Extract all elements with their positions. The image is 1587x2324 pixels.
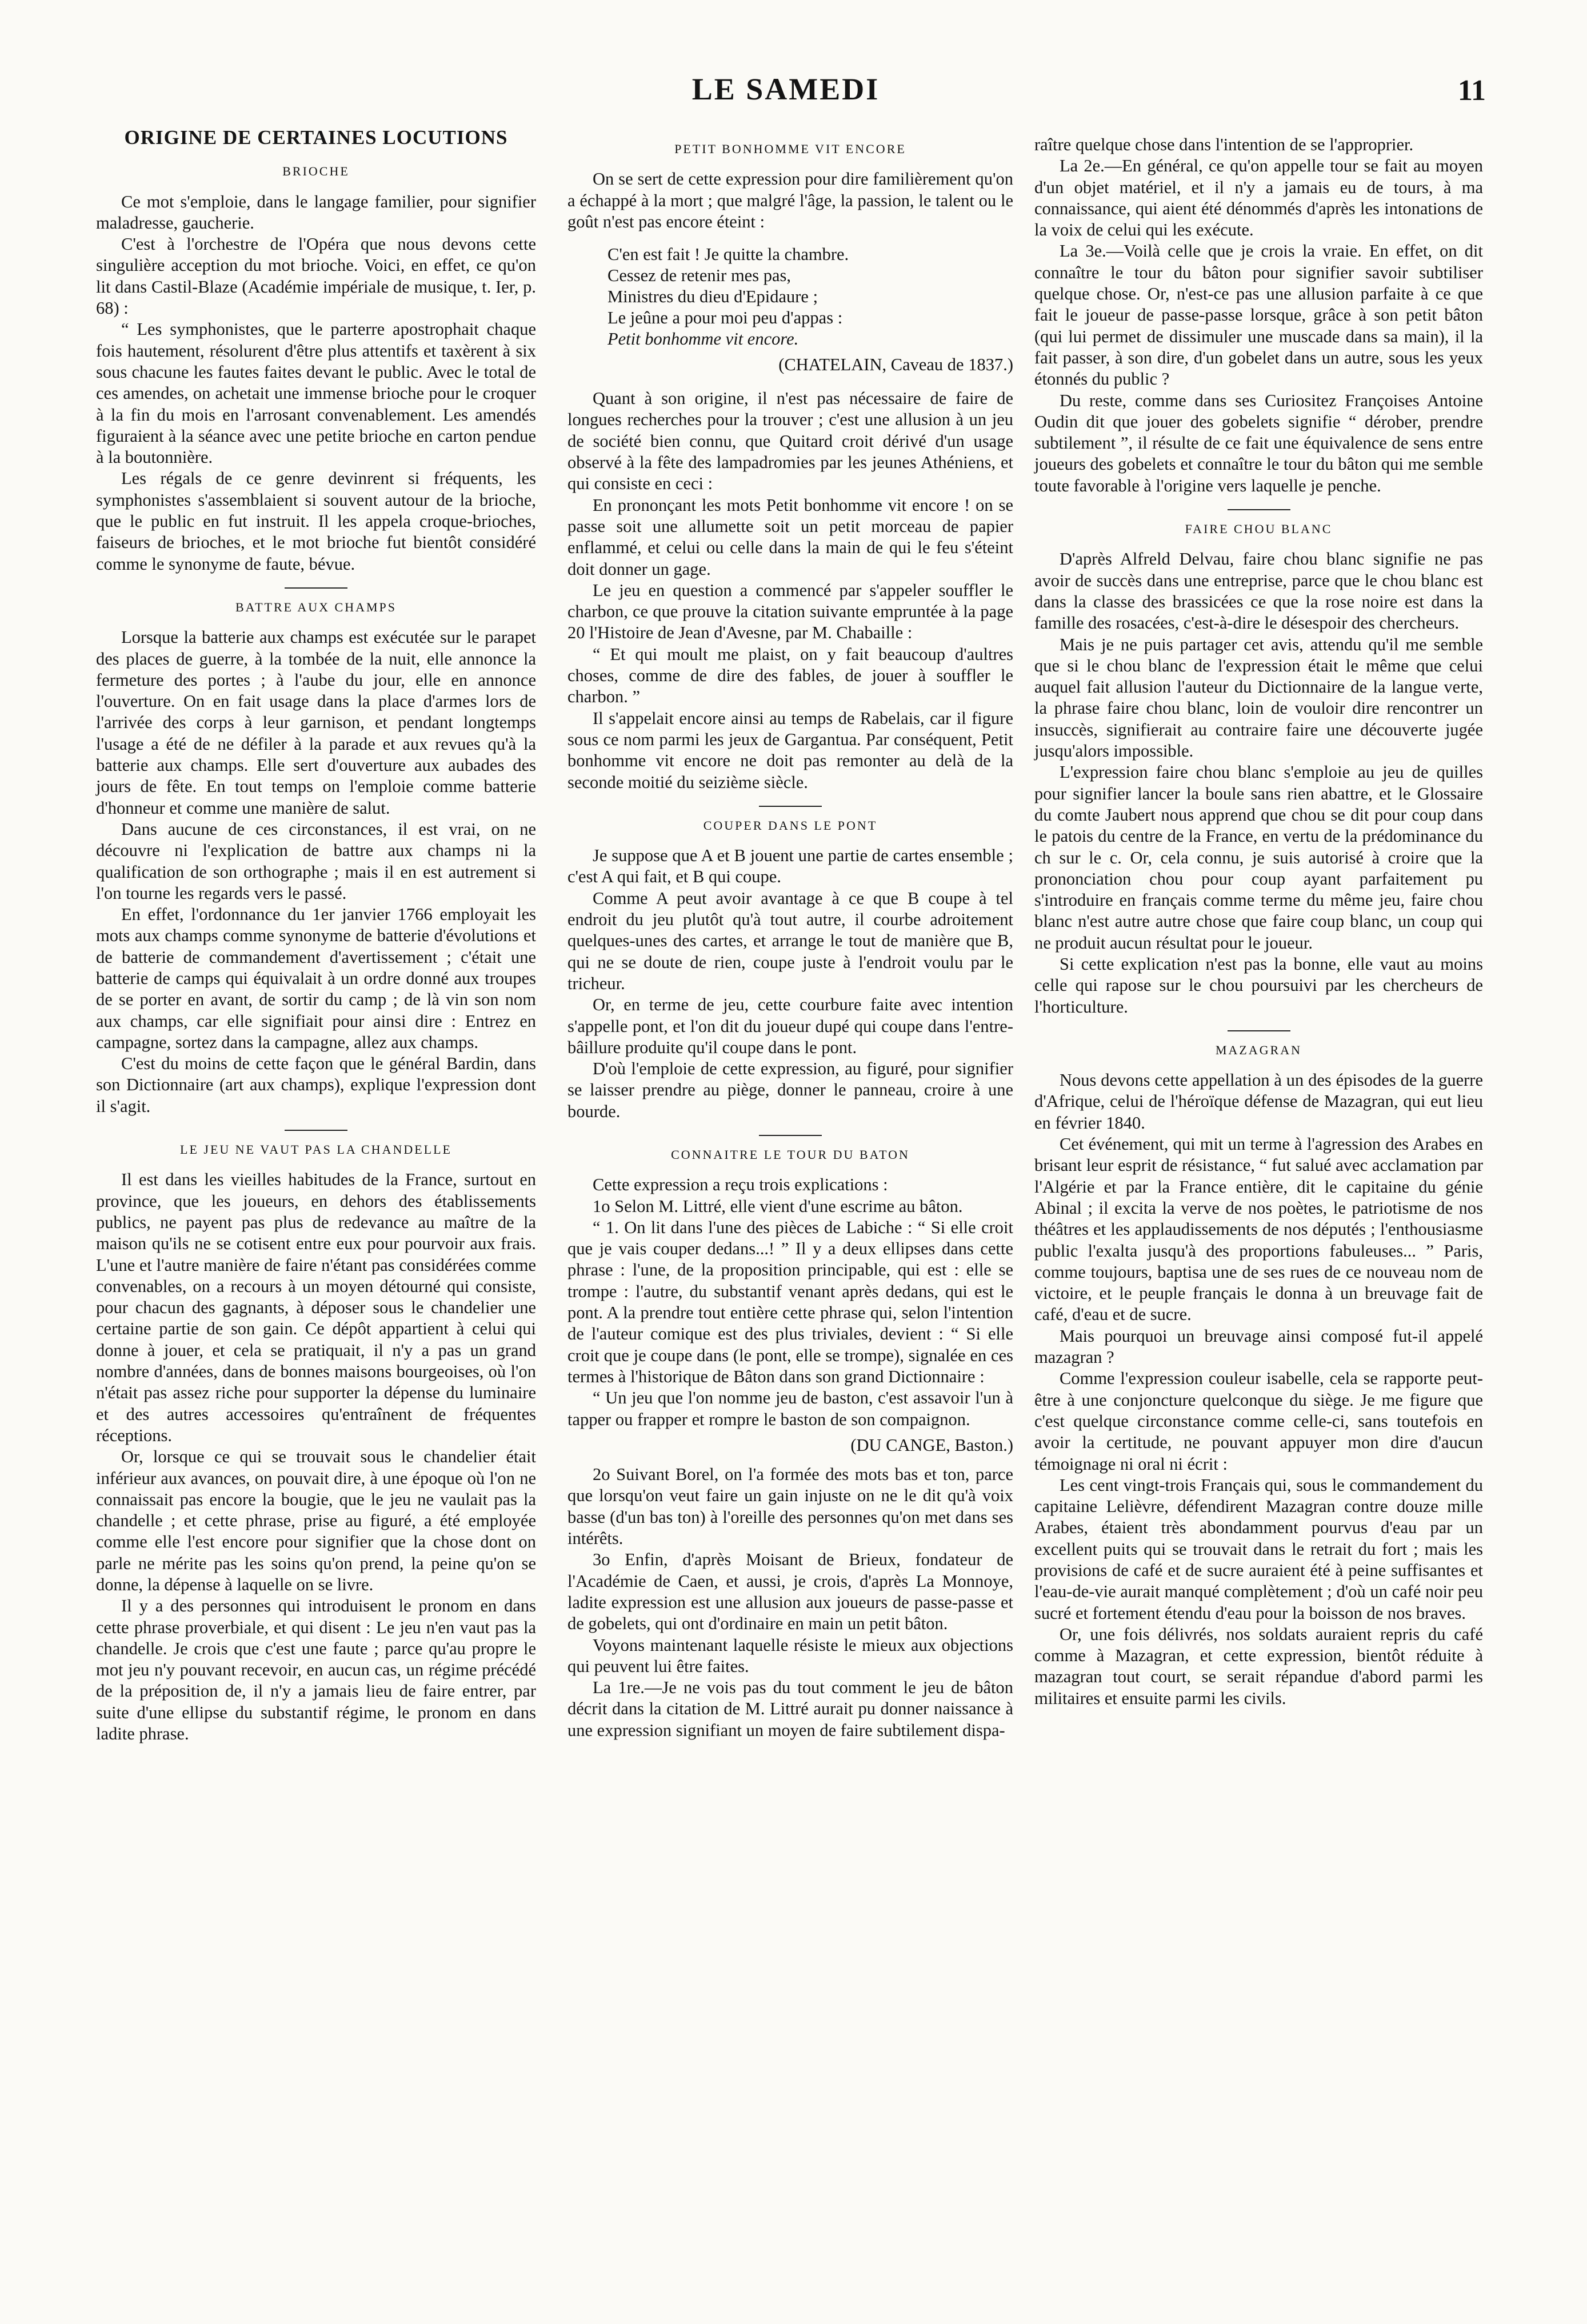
- verse-line: C'en est fait ! Je quitte la chambre.: [607, 245, 849, 265]
- paragraph: Or, en terme de jeu, cette courbure faite avec intention s'appelle pont, et l'on dit du joueur dupé qui coupe dans l'entre-bâillure produite qu'il coupe dans le pont.: [567, 995, 1013, 1057]
- verse-line: Ministres du dieu d'Epidaure ;: [607, 287, 818, 307]
- verse-line: Petit bonhomme vit encore.: [607, 329, 799, 349]
- paragraph: Il s'appelait encore ainsi au temps de Rabelais, car il figure sous ce nom parmi les jeux de Gargantua. Par conséquent, Petit bonhomme vit encore ne doit pas remonter au delà de la seconde moitié du seizième siècle.: [567, 708, 1013, 792]
- section-divider: [285, 587, 347, 589]
- paragraph: C'est du moins de cette façon que le général Bardin, dans son Dictionnaire (art aux champs), explique l'expression dont il s'agit.: [96, 1054, 536, 1116]
- paragraph: Mais pourquoi un breuvage ainsi composé fut-il appelé mazagran ?: [1034, 1326, 1483, 1367]
- paragraph: “ Un jeu que l'on nomme jeu de baston, c'est assavoir l'un à tapper ou frapper et rompre le baston de son compaignon.: [567, 1388, 1013, 1429]
- verse-attribution: (CHATELAIN, Caveau de 1837.): [778, 355, 1013, 375]
- section-divider: [285, 1130, 347, 1131]
- section-title-mazagran: MAZAGRAN: [1215, 1042, 1302, 1057]
- paragraph: Quant à son origine, il n'est pas nécessaire de faire de longues recherches pour la trouver ; c'est une allusion à un jeu de société bien connu, que Quitard croit dérivé d'un usage observé à la fête des lampadromies par les jeunes Athéniens, et qui consiste en ceci :: [567, 389, 1013, 494]
- paragraph: Lorsque la batterie aux champs est exécutée sur le parapet des places de guerre, à la tombée de la nuit, elle annonce la fermeture des portes ; à l'aube du jour, elle en annonce l'ouverture. On en fait usage dans la place d'armes lors de l'arrivée des corps à leur garnison, et pendant longtemps l'usage a été de ne défiler à la parade et aux revues qu'à la batterie aux champs. Elle sert d'ouverture aux aubades des jours de fête. En tout temps on l'emploie comme batterie d'honneur et comme une manière de salut.: [96, 627, 536, 818]
- section-couper-dans-le-pont: [567, 845, 1013, 1122]
- section-title-tour-du-baton: CONNAITRE LE TOUR DU BATON: [671, 1147, 910, 1162]
- paragraph: C'est à l'orchestre de l'Opéra que nous devons cette singulière acception du mot brioche. Voici, en effet, ce qu'on lit dans Castil-Blaze (Académie impériale de musique, t. Ier, p. 68) :: [96, 234, 536, 318]
- paragraph: Nous devons cette appellation à un des épisodes de la guerre d'Afrique, celui de l'héroïque défense de Mazagran, qui eut lieu en février 1840.: [1034, 1070, 1483, 1133]
- paragraph: 1o Selon M. Littré, elle vient d'une escrime au bâton.: [593, 1196, 963, 1216]
- paragraph: On se sert de cette expression pour dire familièrement qu'on a échappé à la mort ; que malgré l'âge, la passion, le talent ou le goût n'est pas encore éteint :: [567, 169, 1013, 231]
- page-header: [86, 71, 1486, 117]
- paragraph: Comme l'expression couleur isabelle, cela se rapporte peut-être à une conjoncture quelconque du siège. Je me figure que c'est quelque circonstance comme celle-ci, sans toutefois en avoir la certitude, ne pouvant appuyer mon dire d'aucun témoignage ni oral ni écrit :: [1034, 1369, 1483, 1474]
- section-petit-bonhomme: [567, 169, 1013, 793]
- paragraph: Or, une fois délivrés, nos soldats auraient repris du café comme à Mazagran, et cette expression, bientôt réduite à mazagran tout court, se serait répandue d'abord parmi les militaires et ensuite parmi les civils.: [1034, 1624, 1483, 1708]
- paragraph: Il y a des personnes qui introduisent le pronom en dans cette phrase proverbiale, et qui disent : Le jeu n'en vaut pas la chandelle. Je crois que c'est une faute ; parce qu'au propre le mot jeu n'y pouvant recevoir, en aucun cas, un régime précédé de la préposition de, il n'y a jamais lieu de faire entrer, par suite d'une ellipse du substantif régime, le pronom en dans ladite phrase.: [96, 1596, 536, 1744]
- section-chou-blanc: [1034, 549, 1483, 1018]
- section-divider: [1228, 1030, 1290, 1031]
- quote-attribution: (DU CANGE, Baston.): [850, 1435, 1013, 1455]
- section-divider: [759, 806, 822, 807]
- paragraph: L'expression faire chou blanc s'emploie au jeu de quilles pour signifier lancer la boule sans rien abattre, et le Glossaire du comte Jaubert nous apprend que chou se dit pour coup dans le patois du centre de la France, en vertu de la prédominance du ch sur le c. Or, cela connu, je suis autorisé à croire que la prononciation chou pour coup ayant parfaitement pu s'introduire en français comme terme du même jeu, faire chou blanc n'est autre autre chose que faire coup blanc, un coup qui ne produit aucun résultat pour le joueur.: [1034, 762, 1483, 953]
- paragraph: Voyons maintenant laquelle résiste le mieux aux objections qui peuvent lui être faites.: [567, 1635, 1013, 1676]
- paragraph: Les régals de ce genre devinrent si fréquents, les symphonistes s'assemblaient si souvent autour de la brioche, que le public en fut instruit. Il les appela croque-brioches, faiseurs de brioches, et le mot brioche fut bientôt considéré comme le synonyme de faute, bévue.: [96, 469, 536, 574]
- section-title-brioche: BRIOCHE: [282, 164, 350, 179]
- paragraph: Si cette explication n'est pas la bonne, elle vaut au moins celle qui rapose sur le chou poursuivi par les chercheurs de l'horticulture.: [1034, 954, 1483, 1017]
- section-title-battre-aux-champs: BATTRE AUX CHAMPS: [235, 599, 397, 614]
- verse-line: Le jeûne a pour moi peu d'appas :: [607, 308, 843, 328]
- paragraph: Du reste, comme dans ses Curiositez Françoises Antoine Oudin dit que jouer des gobelets signifie “ dérober, prendre subtilement ”, il résulte de ce fait une équivalence de sens entre joueurs des gobelets et connaître le tour du bâton qui me semble toute favorable à l'origine vers laquelle je penche.: [1034, 390, 1483, 495]
- newspaper-title: LE SAMEDI: [691, 72, 880, 106]
- page-number: 11: [1457, 74, 1486, 107]
- paragraph: Les cent vingt-trois Français qui, sous le commandement du capitaine Lelièvre, défendirent Mazagran contre douze mille Arabes, étaient très abondamment pourvus d'eau par un excellent puits qui se trouvait dans le retrait du fort ; mais les provisions de café et de sucre auraient été à peine suffisantes et l'eau-de-vie aurait manqué complètement ; d'où un café noir peu sucré et fortement étendu d'eau pour la boisson de nos braves.: [1034, 1475, 1483, 1623]
- paragraph: En prononçant les mots Petit bonhomme vit encore ! on se passe soit une allumette soit un petit morceau de papier enflammé, et celui ou celle dans la main de qui le feu s'éteint doit donner un gage.: [567, 495, 1013, 579]
- paragraph: Comme A peut avoir avantage à ce que B coupe à tel endroit du jeu plutôt qu'à tout autre, il courbe adroitement quelques-unes des cartes, et arrange le tout de manière que B, qui ne se doute de rien, coupe juste à l'endroit voulu par le tricheur.: [567, 888, 1013, 993]
- section-battre-aux-champs: [96, 627, 536, 1117]
- paragraph: “ Et qui moult me plaist, on y fait beaucoup d'aultres choses, comme de dire des fables, de jouer à souffler le charbon. ”: [567, 644, 1013, 707]
- section-divider: [759, 1135, 822, 1136]
- article-main-title: ORIGINE DE CERTAINES LOCUTIONS: [124, 126, 508, 149]
- paragraph: Je suppose que A et B jouent une partie de cartes ensemble ; c'est A qui fait, et B qui coupe.: [567, 846, 1013, 887]
- section-title-couper-dans-le-pont: COUPER DANS LE PONT: [703, 818, 878, 833]
- paragraph: En effet, l'ordonnance du 1er janvier 1766 employait les mots aux champs comme synonyme de batterie d'évolutions et de batterie de commandement d'avertissement ; c'était une batterie de camps qui équivalait à un ordre donné aux troupes de se porter en avant, de sortir du camp ; de là vin son nom aux champs, car elle signifiait pour ainsi dire : Entrez en campagne, sortez dans la campagne, allez aux champs.: [96, 905, 536, 1052]
- paragraph: D'après Alfreld Delvau, faire chou blanc signifie ne pas avoir de succès dans une entreprise, parce que le chou blanc est dans la classe des brassicées ce que la rose noire est dans la famille des rosacées, c'est-à-dire le désespoir des chercheurs.: [1034, 549, 1483, 633]
- paragraph: La 2e.—En général, ce qu'on appelle tour se fait au moyen d'un objet matériel, et il n'y a jamais eu de tours, à ma connaissance, qui aient été dénommés d'après les intonations de la voix de celui qui les exécute.: [1034, 156, 1483, 240]
- paragraph: “ 1. On lit dans l'une des pièces de Labiche : “ Si elle croit que je vais couper dedans...! ” Il y a deux ellipses dans cette phrase : l'une, de la proposition principable, qui est : elle se trompe : l'autre, du substantif venant après dedans, qui est le pont. A la prendre tout entière cette phrase qui, selon l'intention de l'auteur comique est des plus triviales, devient : “ Si elle croit que je coupe dans (le pont, elle se trompe), signalée en ces termes à l'historique de Bâton dans son grand Dictionnaire :: [567, 1217, 1013, 1386]
- verse-quote: [607, 244, 1013, 375]
- section-tour-du-baton-continued: [1034, 134, 1483, 497]
- paragraph: Cette expression a reçu trois explications :: [593, 1175, 888, 1195]
- paragraph: Ce mot s'emploie, dans le langage familier, pour signifier maladresse, gaucherie.: [96, 191, 536, 233]
- column-1: [96, 127, 536, 1745]
- paragraph: La 1re.—Je ne vois pas du tout comment le jeu de bâton décrit dans la citation de M. Littré aurait pu donner naissance à une expression signifiant un moyen de faire subtilement dispa-: [567, 1678, 1013, 1740]
- paragraph: 3o Enfin, d'après Moisant de Brieux, fondateur de l'Académie de Caen, et aussi, je crois, d'après La Monnoye, ladite expression est une allusion aux joueurs de passe-passe et de gobelets, qui ont d'ordinaire en main un petit bâton.: [567, 1550, 1013, 1634]
- section-title-chou-blanc: FAIRE CHOU BLANC: [1185, 522, 1333, 537]
- paragraph: La 3e.—Voilà celle que je crois la vraie. En effet, on dit connaître le tour du bâton pour signifier savoir subtiliser quelque chose. Or, n'est-ce pas une allusion parfaite à ce que fait le joueur de passe-passe lorsque, grâce à son petit bâton (qui lui permet de dissimuler une muscade dans sa main), il la fait passer, à son dire, d'un gobelet dans un autre, sous les yeux étonnés du public ?: [1034, 241, 1483, 389]
- column-2: [567, 138, 1013, 1741]
- paragraph: Dans aucune de ces circonstances, il est vrai, on ne découvre ni l'explication de battre aux champs ni la qualification de son orthographe ; mais il en est autrement si l'on tourne les regards vers le passé.: [96, 819, 536, 903]
- paragraph: Or, lorsque ce qui se trouvait sous le chandelier était inférieur aux avances, on pouvait dire, à une époque où l'on ne connaissait pas encore la bougie, que le jeu ne vaulait pas la chandelle ; et cette phrase, prise au figuré, a été employée comme elle l'est encore pour signifier que la chose dont on parle ne mérite pas les soins qu'on prend, la peine qu'on se donne, la dépense à laquelle on se livre.: [96, 1447, 536, 1594]
- column-3: [1034, 134, 1483, 1709]
- section-chandelle: [96, 1169, 536, 1745]
- section-title-chandelle: LE JEU NE VAUT PAS LA CHANDELLE: [180, 1142, 452, 1157]
- verse-line: Cessez de retenir mes pas,: [607, 266, 791, 286]
- paragraph: D'où l'emploie de cette expression, au figuré, pour signifier se laisser prendre au piège, donner le panneau, croire à une bourde.: [567, 1059, 1013, 1121]
- section-title-petit-bonhomme: PETIT BONHOMME VIT ENCORE: [674, 142, 906, 156]
- section-divider: [1228, 509, 1290, 510]
- paragraph: raître quelque chose dans l'intention de se l'approprier.: [1034, 135, 1414, 154]
- paragraph: “ Les symphonistes, que le parterre apostrophait chaque fois hautement, résolurent d'être plus attentifs et taxèrent à six sous chacune les fautes faites devant le public. Avec le total de ces amendes, on achetait une immense brioche pour le croquer à la fin du mois en l'arrosant convenablement. Les amendés figuraient à la séance avec une petite brioche en carton pendue à la boutonnière.: [96, 319, 536, 467]
- section-brioche: [96, 191, 536, 575]
- section-tour-du-baton: [567, 1174, 1013, 1741]
- paragraph: 2o Suivant Borel, on l'a formée des mots bas et ton, parce que lorsqu'on veut faire un gain injuste on ne le dit qu'à voix basse (d'un bas ton) à l'oreille des personnes qu'on met dans ses intérêts.: [567, 1465, 1013, 1549]
- paragraph: Cet événement, qui mit un terme à l'agression des Arabes en brisant leur esprit de résistance, “ fut salué avec acclamation par l'Algérie et par la France entière, dit le capitaine du génie Abinal ; il excita la verve de nos poètes, le patriotisme de nos théâtres et les applaudissements de nos députés ; l'enthousiasme public l'exalta jusqu'à des proportions fabuleuses... ” Paris, comme toujours, baptisa une de ses rues de ce nouveau nom de victoire, et le peuple français le donna à un breuvage fait de café, d'eau et de sucre.: [1034, 1134, 1483, 1325]
- paragraph: Le jeu en question a commencé par s'appeler souffler le charbon, ce que prouve la citation suivante empruntée à la page 20 l'Histoire de Jean d'Avesne, par M. Chabaille :: [567, 580, 1013, 643]
- section-mazagran: [1034, 1070, 1483, 1709]
- paragraph: Mais je ne puis partager cet avis, attendu qu'il me semble que si le chou blanc de l'expression était le même que celui auquel fait allusion l'auteur du Dictionnaire de la langue verte, la phrase faire chou blanc, loin de vouloir dire rencontrer un insuccès, signifierait au contraire faire une découverte jugée jusqu'alors impossible.: [1034, 634, 1483, 761]
- paragraph: Il est dans les vieilles habitudes de la France, surtout en province, que les joueurs, en dehors des établissements publics, ne payent pas plus de redevance au maître de la maison qu'ils ne se cotisent entre eux pour pourvoir aux frais. L'une et l'autre manière de faire n'étant pas considérées comme convenables, on a recours à un moyen détourné qui consiste, pour chacun des gagnants, à déposer sous le chandelier une certaine partie de son gain. Ce dépôt appartient à celui qui donne à jouer, et cela se pratiquait, il n'y a pas un grand nombre d'années, dans de bonnes maisons bourgeoises, où l'on n'était pas assez riche pour supporter la dépense du luminaire et des autres accessoires qu'entraînent de fréquentes réceptions.: [96, 1170, 536, 1445]
